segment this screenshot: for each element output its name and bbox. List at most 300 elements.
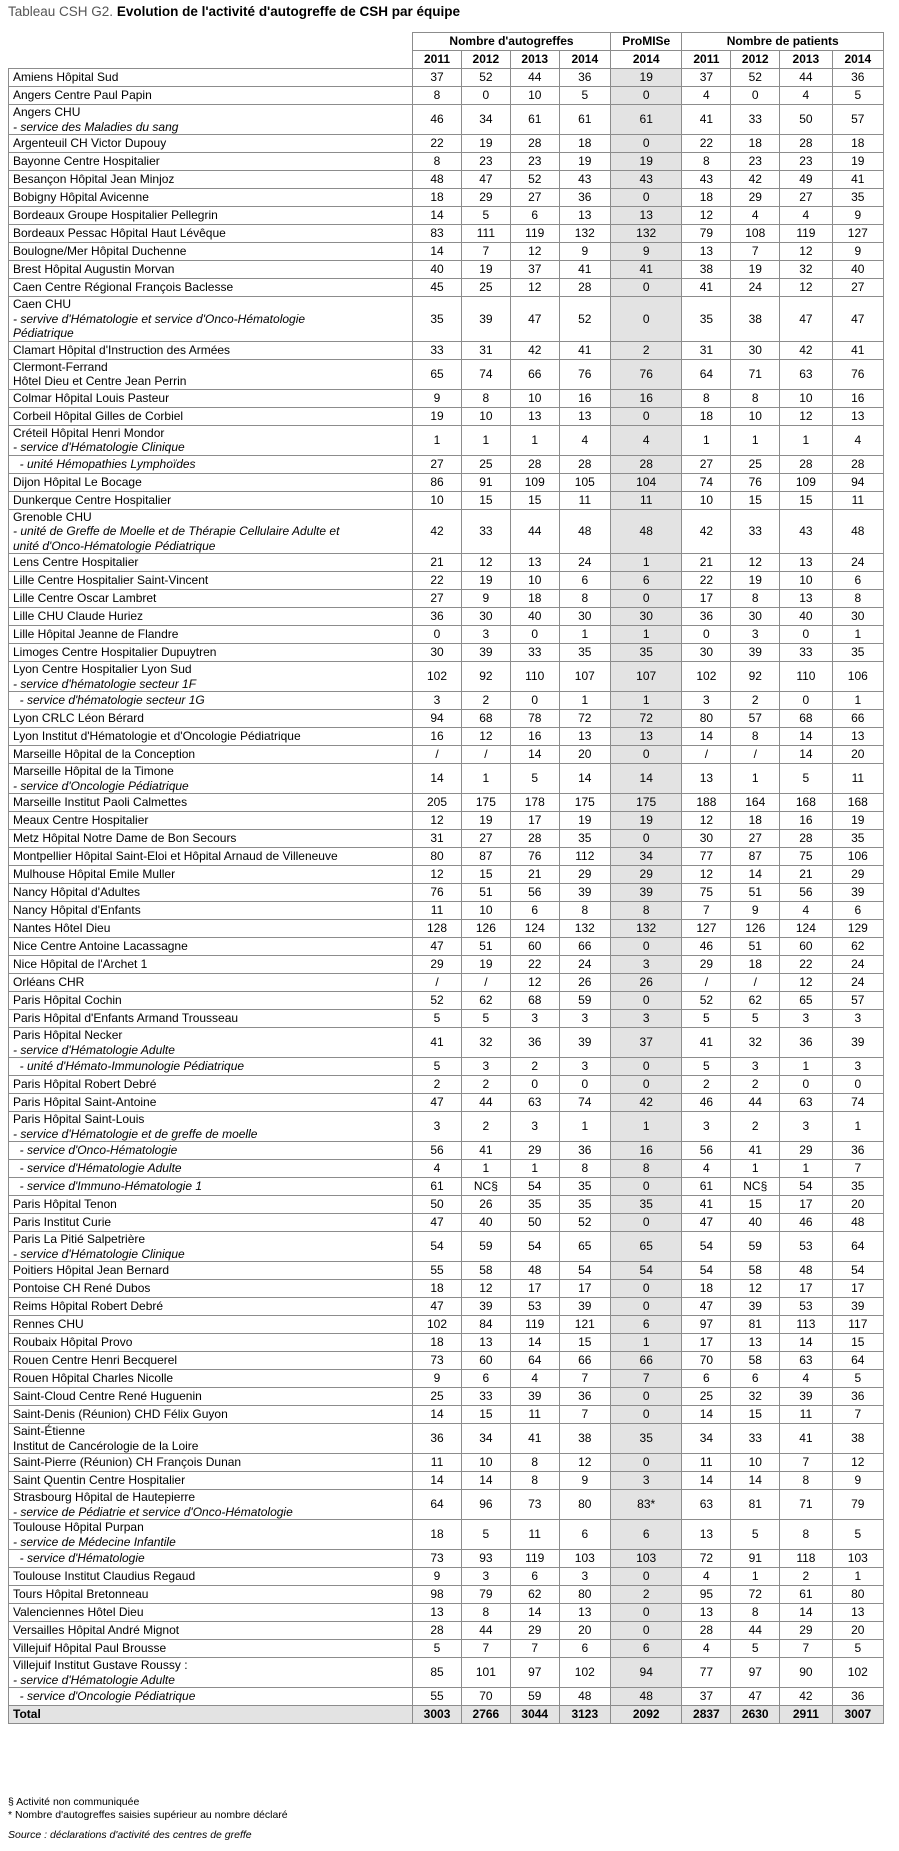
value-cell: / — [461, 746, 510, 764]
team-name — [9, 812, 413, 830]
value-cell: 61 — [559, 105, 610, 135]
value-cell: 4 — [682, 1640, 731, 1658]
team-name — [9, 207, 413, 225]
value-cell: 5 — [461, 1520, 510, 1550]
table-row — [9, 1388, 884, 1406]
team-name — [9, 359, 413, 389]
total-label: Total — [9, 1706, 413, 1724]
value-cell: 58 — [731, 1352, 780, 1370]
value-cell: 119 — [780, 225, 832, 243]
value-cell: 13 — [682, 1604, 731, 1622]
value-cell: 87 — [731, 848, 780, 866]
team-name-line: Bobigny Hôpital Avicenne — [13, 190, 149, 205]
value-cell: 14 — [780, 1604, 832, 1622]
value-cell: 8 — [731, 728, 780, 746]
value-cell: 91 — [731, 1550, 780, 1568]
value-cell: 27 — [413, 590, 462, 608]
team-service-line: - service d'Oncologie Pédiatrique — [13, 1689, 196, 1704]
table-row — [9, 1280, 884, 1298]
value-cell: 19 — [413, 407, 462, 425]
value-cell: 48 — [832, 1214, 883, 1232]
promise-cell: 103 — [610, 1550, 682, 1568]
team-name-line: Toulouse Institut Claudius Regaud — [13, 1569, 196, 1584]
table-row — [9, 69, 884, 87]
value-cell: 31 — [461, 341, 510, 359]
team-name — [9, 1094, 413, 1112]
value-cell: 57 — [832, 105, 883, 135]
value-cell: 60 — [780, 938, 832, 956]
table-row — [9, 407, 884, 425]
value-cell: 8 — [731, 590, 780, 608]
value-cell: 7 — [731, 243, 780, 261]
team-service-line: - service d'Hématologie Adulte — [13, 1161, 182, 1176]
promise-cell: 6 — [610, 1520, 682, 1550]
value-cell: 38 — [832, 1424, 883, 1454]
value-cell: 51 — [731, 938, 780, 956]
value-cell: 132 — [559, 920, 610, 938]
value-cell: 121 — [559, 1316, 610, 1334]
value-cell: 39 — [780, 1388, 832, 1406]
team-name — [9, 455, 413, 473]
header-year: 2013 — [780, 51, 832, 69]
header-year: 2011 — [682, 51, 731, 69]
value-cell: 17 — [682, 1334, 731, 1352]
total-cell: 3123 — [559, 1706, 610, 1724]
value-cell: 18 — [832, 135, 883, 153]
value-cell: 5 — [832, 87, 883, 105]
value-cell: 24 — [832, 956, 883, 974]
value-cell: 13 — [510, 554, 559, 572]
value-cell: 66 — [510, 359, 559, 389]
value-cell: 6 — [510, 207, 559, 225]
value-cell: 1 — [731, 1568, 780, 1586]
value-cell: 73 — [510, 1490, 559, 1520]
value-cell: 10 — [731, 407, 780, 425]
team-name — [9, 728, 413, 746]
team-name-line: Paris Hôpital Cochin — [13, 993, 122, 1008]
value-cell: 43 — [780, 509, 832, 554]
team-name — [9, 243, 413, 261]
table-row — [9, 920, 884, 938]
value-cell: 5 — [559, 87, 610, 105]
value-cell: / — [413, 974, 462, 992]
value-cell: 15 — [461, 866, 510, 884]
value-cell: 40 — [832, 261, 883, 279]
value-cell: 38 — [731, 297, 780, 342]
team-name-line: Nice Hôpital de l'Archet 1 — [13, 957, 148, 972]
value-cell: 55 — [413, 1688, 462, 1706]
value-cell: 48 — [559, 509, 610, 554]
value-cell: / — [413, 746, 462, 764]
table-row — [9, 1232, 884, 1262]
value-cell: 93 — [461, 1550, 510, 1568]
value-cell: 58 — [731, 1262, 780, 1280]
value-cell: 175 — [559, 794, 610, 812]
value-cell: 14 — [510, 746, 559, 764]
value-cell: 3 — [461, 1058, 510, 1076]
value-cell: 0 — [780, 692, 832, 710]
activity-table — [8, 32, 884, 1724]
value-cell: 18 — [731, 812, 780, 830]
promise-cell: 1 — [610, 1112, 682, 1142]
team-name — [9, 1370, 413, 1388]
team-name — [9, 1316, 413, 1334]
value-cell: 18 — [413, 1520, 462, 1550]
value-cell: 5 — [682, 1010, 731, 1028]
team-name-line: Saint-Denis (Réunion) CHD Félix Guyon — [13, 1407, 228, 1422]
promise-cell: 41 — [610, 261, 682, 279]
team-name — [9, 572, 413, 590]
value-cell: 43 — [559, 171, 610, 189]
value-cell: 76 — [731, 473, 780, 491]
value-cell: 63 — [780, 1094, 832, 1112]
team-name — [9, 626, 413, 644]
team-name — [9, 902, 413, 920]
team-name — [9, 1472, 413, 1490]
team-name-line: Besançon Hôpital Jean Minjoz — [13, 172, 175, 187]
value-cell: 14 — [731, 1472, 780, 1490]
value-cell: 27 — [780, 189, 832, 207]
promise-cell: 1 — [610, 692, 682, 710]
team-name-line: Orléans CHR — [13, 975, 85, 990]
value-cell: 46 — [413, 105, 462, 135]
team-name-line: Paris La Pitié Salpetrière — [13, 1232, 146, 1246]
value-cell: 35 — [413, 297, 462, 342]
value-cell: 46 — [780, 1214, 832, 1232]
value-cell: 2 — [731, 1112, 780, 1142]
value-cell: 13 — [559, 728, 610, 746]
value-cell: 9 — [832, 1472, 883, 1490]
table-caption: Evolution de l'activité d'autogreffe de CSH par équipe — [116, 4, 461, 19]
value-cell: 63 — [780, 359, 832, 389]
team-name — [9, 1352, 413, 1370]
promise-cell: 8 — [610, 1160, 682, 1178]
value-cell: 8 — [413, 153, 462, 171]
value-cell: 39 — [832, 1028, 883, 1058]
value-cell: 41 — [413, 1028, 462, 1058]
value-cell: 6 — [559, 1640, 610, 1658]
value-cell: 68 — [780, 710, 832, 728]
value-cell: 14 — [510, 1604, 559, 1622]
value-cell: 8 — [559, 902, 610, 920]
value-cell: 3 — [510, 1112, 559, 1142]
value-cell: 10 — [731, 1454, 780, 1472]
value-cell: 4 — [731, 207, 780, 225]
value-cell: 13 — [682, 764, 731, 794]
value-cell: 3 — [510, 1010, 559, 1028]
value-cell: 36 — [559, 189, 610, 207]
value-cell: 76 — [413, 884, 462, 902]
value-cell: 13 — [731, 1334, 780, 1352]
value-cell: 97 — [731, 1658, 780, 1688]
value-cell: 43 — [682, 171, 731, 189]
team-name — [9, 938, 413, 956]
value-cell: 54 — [510, 1178, 559, 1196]
promise-cell: 65 — [610, 1232, 682, 1262]
value-cell: 33 — [413, 341, 462, 359]
value-cell: 0 — [832, 1076, 883, 1094]
value-cell: 68 — [461, 710, 510, 728]
value-cell: 29 — [731, 189, 780, 207]
source-note: Source : déclarations d'activité des centres de greffe — [8, 1829, 252, 1841]
value-cell: 13 — [682, 1520, 731, 1550]
team-name — [9, 1424, 413, 1454]
value-cell: 85 — [413, 1658, 462, 1688]
team-name — [9, 644, 413, 662]
table-row — [9, 1094, 884, 1112]
promise-cell: 0 — [610, 746, 682, 764]
team-name — [9, 1490, 413, 1520]
value-cell: 74 — [682, 473, 731, 491]
value-cell: 28 — [559, 455, 610, 473]
header-blank — [9, 33, 413, 69]
value-cell: 42 — [780, 1688, 832, 1706]
promise-cell: 48 — [610, 1688, 682, 1706]
value-cell: 59 — [559, 992, 610, 1010]
team-service-line: - unité d'Hémato-Immunologie Pédiatrique — [13, 1059, 245, 1074]
header-year: 2014 — [832, 51, 883, 69]
value-cell: 12 — [461, 554, 510, 572]
value-cell: 40 — [413, 261, 462, 279]
value-cell: 102 — [413, 662, 462, 692]
value-cell: 47 — [413, 1298, 462, 1316]
value-cell: 11 — [780, 1406, 832, 1424]
team-name — [9, 848, 413, 866]
value-cell: 9 — [413, 389, 462, 407]
value-cell: 74 — [832, 1094, 883, 1112]
team-name-line: Bayonne Centre Hospitalier — [13, 154, 160, 169]
header-year: 2011 — [413, 51, 462, 69]
value-cell: 54 — [682, 1232, 731, 1262]
table-row — [9, 710, 884, 728]
value-cell: 12 — [461, 1280, 510, 1298]
promise-cell: 43 — [610, 171, 682, 189]
team-service-line: - service d'Hématologie Adulte — [13, 1042, 175, 1057]
team-name-line: Saint-Pierre (Réunion) CH François Dunan — [13, 1455, 242, 1470]
team-service-line: unité d'Onco-Hématologie Pédiatrique — [13, 538, 216, 553]
team-name-line: Clamart Hôpital d'Instruction des Armées — [13, 342, 231, 357]
value-cell: 25 — [461, 279, 510, 297]
team-service-line: - service de Pédiatrie et service d'Onco-Hématologie — [13, 1504, 293, 1519]
value-cell: 77 — [682, 1658, 731, 1688]
table-row — [9, 728, 884, 746]
value-cell: 5 — [832, 1370, 883, 1388]
value-cell: 48 — [832, 509, 883, 554]
value-cell: 74 — [461, 359, 510, 389]
team-name — [9, 341, 413, 359]
team-service-line: - unité Hémopathies Lymphoïdes — [13, 456, 196, 471]
value-cell: 30 — [461, 608, 510, 626]
value-cell: 8 — [461, 1604, 510, 1622]
value-cell: 7 — [682, 902, 731, 920]
value-cell: 23 — [510, 153, 559, 171]
value-cell: 168 — [780, 794, 832, 812]
value-cell: 33 — [731, 1424, 780, 1454]
table-row — [9, 692, 884, 710]
value-cell: 72 — [731, 1586, 780, 1604]
value-cell: 79 — [461, 1586, 510, 1604]
promise-cell: 0 — [610, 1568, 682, 1586]
team-name-line: Caen CHU — [13, 297, 72, 311]
value-cell: 102 — [559, 1658, 610, 1688]
table-row — [9, 554, 884, 572]
value-cell: 13 — [832, 728, 883, 746]
team-service-line: - service d'Hématologie et de greffe de moelle — [13, 1126, 258, 1141]
value-cell: 164 — [731, 794, 780, 812]
value-cell: 11 — [510, 1520, 559, 1550]
value-cell: 102 — [413, 1316, 462, 1334]
value-cell: 41 — [559, 261, 610, 279]
value-cell: 5 — [461, 207, 510, 225]
value-cell: 39 — [832, 1298, 883, 1316]
value-cell: 29 — [559, 866, 610, 884]
table-row — [9, 1472, 884, 1490]
value-cell: 15 — [780, 491, 832, 509]
value-cell: 5 — [731, 1520, 780, 1550]
value-cell: 8 — [832, 590, 883, 608]
value-cell: 41 — [510, 1424, 559, 1454]
value-cell: 36 — [559, 1142, 610, 1160]
value-cell: 1 — [832, 1568, 883, 1586]
value-cell: 20 — [832, 746, 883, 764]
promise-cell: 6 — [610, 1316, 682, 1334]
value-cell: 12 — [682, 866, 731, 884]
team-name — [9, 590, 413, 608]
value-cell: 41 — [682, 1028, 731, 1058]
team-name — [9, 1520, 413, 1550]
value-cell: 47 — [461, 171, 510, 189]
value-cell: 70 — [461, 1688, 510, 1706]
value-cell: 45 — [413, 279, 462, 297]
table-row — [9, 608, 884, 626]
promise-cell: 0 — [610, 1214, 682, 1232]
value-cell: 66 — [559, 1352, 610, 1370]
table-row — [9, 1490, 884, 1520]
value-cell: 27 — [461, 830, 510, 848]
value-cell: 94 — [832, 473, 883, 491]
value-cell: 12 — [780, 407, 832, 425]
value-cell: 13 — [682, 243, 731, 261]
value-cell: 19 — [559, 812, 610, 830]
promise-cell: 4 — [610, 425, 682, 455]
value-cell: 97 — [682, 1316, 731, 1334]
team-name — [9, 746, 413, 764]
value-cell: 7 — [832, 1406, 883, 1424]
value-cell: 127 — [832, 225, 883, 243]
promise-cell: 6 — [610, 572, 682, 590]
value-cell: 62 — [832, 938, 883, 956]
value-cell: 103 — [832, 1550, 883, 1568]
value-cell: 51 — [461, 884, 510, 902]
value-cell: 42 — [682, 509, 731, 554]
value-cell: 7 — [461, 243, 510, 261]
value-cell: 12 — [510, 279, 559, 297]
value-cell: 81 — [731, 1490, 780, 1520]
value-cell: 3 — [780, 1112, 832, 1142]
value-cell: 61 — [413, 1178, 462, 1196]
value-cell: 96 — [461, 1490, 510, 1520]
promise-cell: 11 — [610, 491, 682, 509]
value-cell: 31 — [413, 830, 462, 848]
value-cell: 13 — [832, 407, 883, 425]
value-cell: 34 — [682, 1424, 731, 1454]
total-cell: 2766 — [461, 1706, 510, 1724]
table-row — [9, 1604, 884, 1622]
value-cell: 4 — [559, 425, 610, 455]
value-cell: 20 — [832, 1622, 883, 1640]
value-cell: 65 — [559, 1232, 610, 1262]
value-cell: 15 — [461, 1406, 510, 1424]
table-row — [9, 794, 884, 812]
value-cell: 11 — [832, 764, 883, 794]
value-cell: 51 — [731, 884, 780, 902]
team-name — [9, 794, 413, 812]
value-cell: 15 — [559, 1334, 610, 1352]
team-name — [9, 866, 413, 884]
total-cell: 2630 — [731, 1706, 780, 1724]
value-cell: 39 — [461, 644, 510, 662]
value-cell: 109 — [780, 473, 832, 491]
value-cell: 36 — [413, 1424, 462, 1454]
team-name — [9, 974, 413, 992]
value-cell: 53 — [510, 1298, 559, 1316]
footnote: § Activité non communiquée — [8, 1796, 140, 1808]
value-cell: 28 — [413, 1622, 462, 1640]
promise-cell: 13 — [610, 728, 682, 746]
value-cell: 119 — [510, 1550, 559, 1568]
value-cell: 22 — [413, 572, 462, 590]
value-cell: 63 — [682, 1490, 731, 1520]
value-cell: 10 — [780, 572, 832, 590]
promise-cell: 0 — [610, 1622, 682, 1640]
team-service-line: - service d'Hématologie Clinique — [13, 440, 185, 454]
promise-cell: 1 — [610, 626, 682, 644]
promise-cell: 3 — [610, 1010, 682, 1028]
value-cell: 54 — [832, 1262, 883, 1280]
value-cell: 6 — [832, 902, 883, 920]
header-row-groups — [9, 33, 884, 51]
table-row — [9, 87, 884, 105]
team-name — [9, 1454, 413, 1472]
table-row — [9, 225, 884, 243]
value-cell: 8 — [510, 1472, 559, 1490]
value-cell: 28 — [510, 830, 559, 848]
value-cell: 6 — [510, 1568, 559, 1586]
value-cell: 1 — [682, 425, 731, 455]
value-cell: 3 — [832, 1010, 883, 1028]
team-name — [9, 884, 413, 902]
promise-cell: 0 — [610, 938, 682, 956]
value-cell: 62 — [461, 992, 510, 1010]
table-row — [9, 1688, 884, 1706]
team-name — [9, 1658, 413, 1688]
value-cell: 0 — [461, 87, 510, 105]
team-name-line: Bordeaux Groupe Hospitalier Pellegrin — [13, 208, 218, 223]
value-cell: 19 — [559, 153, 610, 171]
value-cell: 68 — [510, 992, 559, 1010]
value-cell: 19 — [461, 572, 510, 590]
promise-cell: 35 — [610, 1424, 682, 1454]
value-cell: 56 — [780, 884, 832, 902]
value-cell: 126 — [731, 920, 780, 938]
value-cell: 12 — [510, 243, 559, 261]
team-name — [9, 764, 413, 794]
value-cell: 47 — [731, 1688, 780, 1706]
value-cell: 1 — [832, 1112, 883, 1142]
value-cell: 33 — [731, 105, 780, 135]
team-name — [9, 1688, 413, 1706]
table-row — [9, 812, 884, 830]
